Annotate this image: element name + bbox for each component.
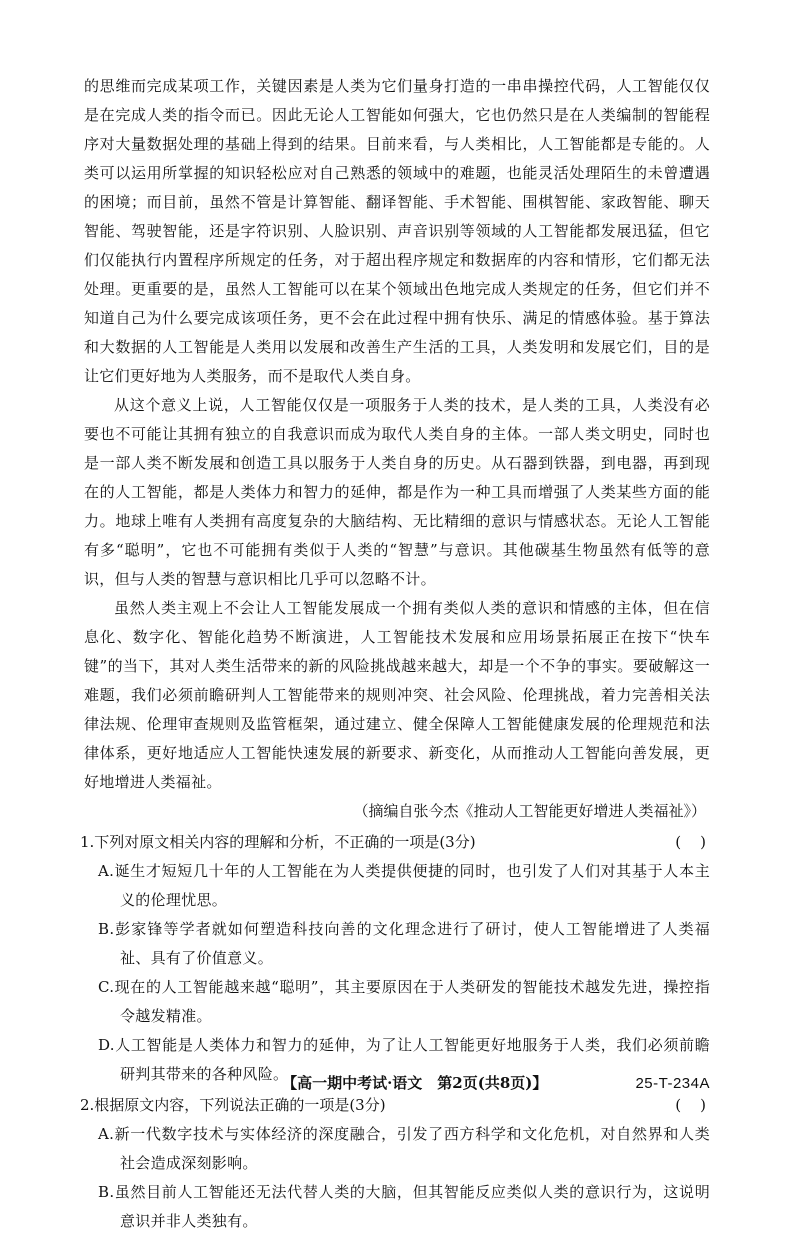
question-2-stem: 2.根据原文内容，下列说法正确的一项是(3分) <box>80 1096 386 1114</box>
question-1-answer-bracket: ( ) <box>675 833 706 851</box>
question-1-option-c: C.现在的人工智能越来越“聪明”，其主要原因在于人类研发的智能技术越发先进，操控指令越发精准。 <box>98 978 710 1025</box>
footer-page-info: 【高一期中考试·语文 第2页(共8页)】 <box>282 1074 548 1092</box>
question-2 <box>80 1091 710 1236</box>
article <box>84 72 710 826</box>
question-2-answer-bracket: ( ) <box>675 1096 706 1114</box>
page-footer <box>84 1072 710 1093</box>
question-1-option-a: A.诞生才短短几十年的人工智能在为人类提供便捷的同时，也引发了人们对其基于人本主义的伦理忧思。 <box>98 862 710 909</box>
question-2-stem-row <box>80 1091 710 1120</box>
question-1-stem-row <box>80 828 710 857</box>
article-paragraph-1: 的思维而完成某项工作，关键因素是人类为它们量身打造的一串串操控代码，人工智能仅仅是在完成人类的指令而已。因此无论人工智能如何强大，它也仍然只是在人类编制的智能程序对大量数据处理的基础上得到的结果。目前来看，与人类相比，人工智能都是专能的。人类可以运用所掌握的知识轻松应对自己熟悉的领域中的难题，也能灵活处理陌生的未曾遭遇的困境；而目前，虽然不管是计算智能、翻译智能、手术智能、围棋智能、家政智能、聊天智能、驾驶智能，还是字符识别、人脸识别、声音识别等领域的人工智能都发展迅猛，但它们仅能执行内置程序所规定的任务，对于超出程序规定和数据库的内容和情形，它们都无法处理。更重要的是，虽然人工智能可以在某个领域出色地完成人类规定的任务，但它们并不知道自己为什么要完成该项任务，更不会在此过程中拥有快乐、满足的情感体验。基于算法和大数据的人工智能是人类用以发展和改善生产生活的工具，人类发明和发展它们，目的是让它们更好地为人类服务，而不是取代人类自身。 <box>84 77 710 385</box>
article-source: （摘编自张今杰《推动人工智能更好增进人类福祉》） <box>353 802 706 820</box>
question-1-stem: 1.下列对原文相关内容的理解和分析，不正确的一项是(3分) <box>80 833 476 851</box>
question-1-option-d: D.人工智能是人类体力和智力的延伸，为了让人工智能更好地服务于人类，我们必须前瞻研判其带来的各种风险。 <box>98 1036 710 1083</box>
footer-exam-code: 25-T-234A <box>635 1075 710 1092</box>
article-paragraph-3: 虽然人类主观上不会让人工智能发展成一个拥有类似人类的意识和情感的主体，但在信息化、数字化、智能化趋势不断演进，人工智能技术发展和应用场景拓展正在按下“快车键”的当下，其对人类生活带来的新的风险挑战越来越大，却是一个不争的事实。要破解这一难题，我们必须前瞻研判人工智能带来的规则冲突、社会风险、伦理挑战，着力完善相关法律法规、伦理审查规则及监管框架，通过建立、健全保障人工智能健康发展的伦理规范和法律体系，更好地适应人工智能快速发展的新要求、新变化，从而推动人工智能向善发展，更好地增进人类福祉。 <box>84 599 710 791</box>
article-paragraph-2: 从这个意义上说，人工智能仅仅是一项服务于人类的技术，是人类的工具，人类没有必要也不可能让其拥有独立的自我意识而成为取代人类自身的主体。一部人类文明史，同时也是一部人类不断发展和创造工具以服务于人类自身的历史。从石器到铁器，到电器，再到现在的人工智能，都是人类体力和智力的延伸，都是作为一种工具而增强了人类某些方面的能力。地球上唯有人类拥有高度复杂的大脑结构、无比精细的意识与情感状态。无论人工智能有多“聪明”，它也不可能拥有类似于人类的“智慧”与意识。其他碳基生物虽然有低等的意识，但与人类的智慧与意识相比几乎可以忽略不计。 <box>84 396 710 588</box>
question-2-option-b: B.虽然目前人工智能还无法代替人类的大脑，但其智能反应类似人类的意识行为，这说明意识并非人类独有。 <box>98 1183 710 1230</box>
question-1-option-b: B.彭家锋等学者就如何塑造科技向善的文化理念进行了研讨，使人工智能增进了人类福祉、具有了价值意义。 <box>98 920 710 967</box>
question-2-option-a: A.新一代数字技术与实体经济的深度融合，引发了西方科学和文化危机，对自然界和人类社会造成深刻影响。 <box>98 1125 710 1172</box>
question-1 <box>80 828 710 1089</box>
